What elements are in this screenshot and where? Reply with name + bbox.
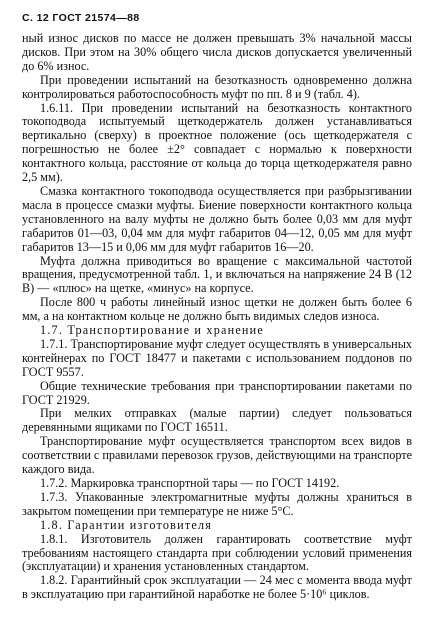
- paragraph: Транспортирование муфт осуществляется транспортом всех видов в соответствии с правилами перевозок грузов, действующими на транспорте каждого вида.: [22, 434, 412, 477]
- paragraph: ный износ дисков по массе не должен превышать 3% начальной массы дисков. При этом на 30% общего числа дисков допускается увеличенный до 6% износ.: [22, 31, 412, 73]
- paragraph: Общие технические требования при транспортировании пакетами по ГОСТ 21929.: [22, 378, 412, 407]
- section-heading: 1.7. Транспортирование и хранение: [40, 323, 264, 338]
- section-heading: 1.8. Гарантии изготовителя: [40, 517, 213, 532]
- paragraph: 1.6.11. При проведении испытаний на безотказность контактного токоподвода испытуемый щеткодержатель должен устанавливаться вертикально (сверху) в проектное положение (ось щеткодержателя с погрешностью не более ±2° совпадает с нормалью к поверхности контактного кольца, расстояние от кольца до торца щеткодержателя равно 2,5 мм).: [22, 100, 412, 185]
- paragraph: 1.8.2. Гарантийный срок эксплуатации — 24 мес с момента ввода муфт в эксплуатацию при гарантийной наработке не более 5·10⁶ циклов.: [22, 573, 412, 602]
- paragraph: 1.7.2. Маркировка транспортной тары — по ГОСТ 14192.: [40, 476, 340, 490]
- document-body: [22, 32, 412, 602]
- paragraph: 1.8.1. Изготовитель должен гарантировать соответствие муфт требованиям настоящего стандарта при соблюдении условий применения (эксплуатации) и хранения установленных стандартом.: [22, 531, 412, 574]
- paragraph: Смазка контактного токоподвода осуществляется при разбрызгивании масла в процессе смазки муфты. Биение поверхности контактного кольца установленного на валу муфты не должно быть более 0,03 мм для муфт габаритов 01—03, 0,04 мм для муфт габаритов 04—12, 0,05 мм для муфт габаритов 13—15 и 0,06 мм для муфт габаритов 16—20.: [22, 183, 412, 254]
- paragraph: 1.7.1. Транспортирование муфт следует осуществлять в универсальных контейнерах по ГОСТ 18477 и пакетами с использованием поддонов по ГОСТ 9557.: [22, 336, 412, 379]
- paragraph: После 800 ч работы линейный износ щетки не должен быть более 6 мм, а на контактном кольце не должно быть видимых следов износа.: [22, 295, 412, 324]
- paragraph: При мелких отправках (малые партии) следует пользоваться деревянными ящиками по ГОСТ 16511.: [22, 406, 412, 435]
- paragraph: При проведении испытаний на безотказность одновременно должна контролироваться работоспособность муфт по пп. 8 и 9 (табл. 4).: [22, 72, 412, 101]
- page-header: С. 12 ГОСТ 21574—88: [22, 12, 140, 24]
- paragraph: Муфта должна приводиться во вращение с максимальной частотой вращения, предусмотренной табл. 1, и включаться на напряжение 24 В (12 В) — «плюс» на щетке, «минус» на корпусе.: [22, 253, 412, 296]
- paragraph: 1.7.3. Упакованные электромагнитные муфты должны храниться в закрытом помещении при температуре не ниже 5°С.: [22, 489, 412, 518]
